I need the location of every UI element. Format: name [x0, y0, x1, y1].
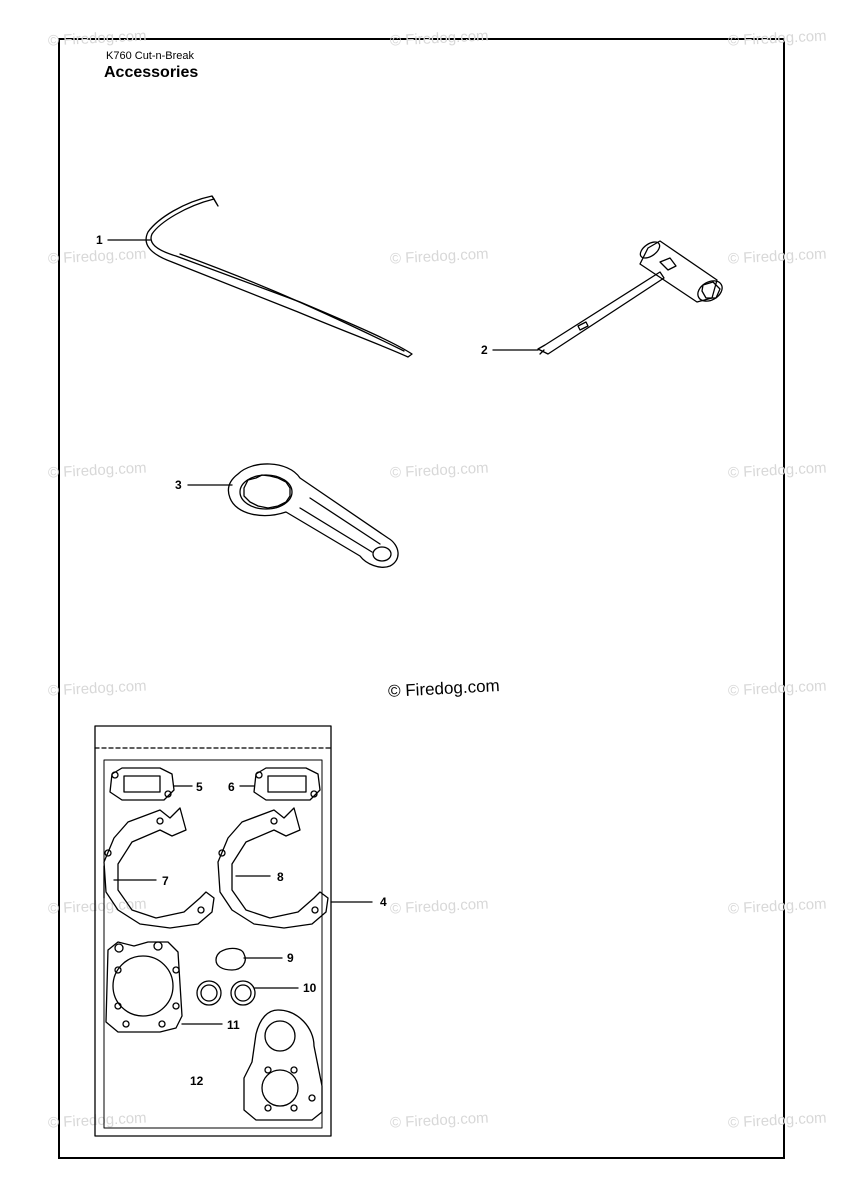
part-12-gasket-plate — [244, 1010, 322, 1120]
watermark: © Firedog.com — [389, 27, 489, 50]
part-10-oil-seals — [197, 981, 255, 1005]
watermark: © Firedog.com — [47, 459, 147, 482]
callout-8: 8 — [277, 870, 284, 884]
watermark: © Firedog.com — [727, 27, 827, 50]
callout-11: 11 — [227, 1018, 240, 1032]
watermark: © Firedog.com — [389, 459, 489, 482]
leader-7 — [104, 866, 156, 898]
part-8-crankcase-gasket — [218, 808, 328, 928]
part-2-combination-wrench — [538, 239, 726, 354]
callout-5: 5 — [196, 780, 203, 794]
callout-4: 4 — [380, 895, 387, 909]
watermark: © Firedog.com — [389, 895, 489, 918]
watermark: © Firedog.com — [389, 245, 489, 268]
watermark: © Firedog.com — [47, 245, 147, 268]
callout-7: 7 — [162, 874, 169, 888]
part-5-gasket — [110, 768, 174, 800]
part-7-crankcase-gasket — [104, 808, 214, 928]
watermark: © Firedog.com — [727, 245, 827, 268]
part-11-cylinder-gasket — [106, 942, 182, 1032]
callout-10: 10 — [303, 981, 317, 995]
page-title: Accessories — [104, 64, 199, 81]
watermark: © Firedog.com — [727, 895, 827, 918]
model-name: K760 Cut-n-Break — [106, 50, 195, 62]
callout-12: 12 — [190, 1074, 204, 1088]
watermark-center: © Firedog.com — [387, 676, 501, 701]
callout-1: 1 — [96, 233, 103, 247]
part-6-gasket — [254, 768, 320, 800]
callout-3: 3 — [175, 478, 182, 492]
callout-9: 9 — [287, 951, 294, 965]
watermark: © Firedog.com — [47, 1109, 147, 1132]
part-9-seal — [216, 948, 245, 970]
watermark: © Firedog.com — [47, 895, 147, 918]
part-4-gasket-kit-bag — [95, 726, 331, 1136]
watermark: © Firedog.com — [727, 677, 827, 700]
watermark: © Firedog.com — [47, 677, 147, 700]
part-3-spanner — [228, 464, 398, 567]
watermark: © Firedog.com — [389, 1109, 489, 1132]
watermark: © Firedog.com — [47, 27, 147, 50]
part-1-hook-tool — [146, 196, 412, 357]
watermark: © Firedog.com — [727, 459, 827, 482]
callout-6: 6 — [228, 780, 235, 794]
watermark: © Firedog.com — [727, 1109, 827, 1132]
callout-2: 2 — [481, 343, 488, 357]
